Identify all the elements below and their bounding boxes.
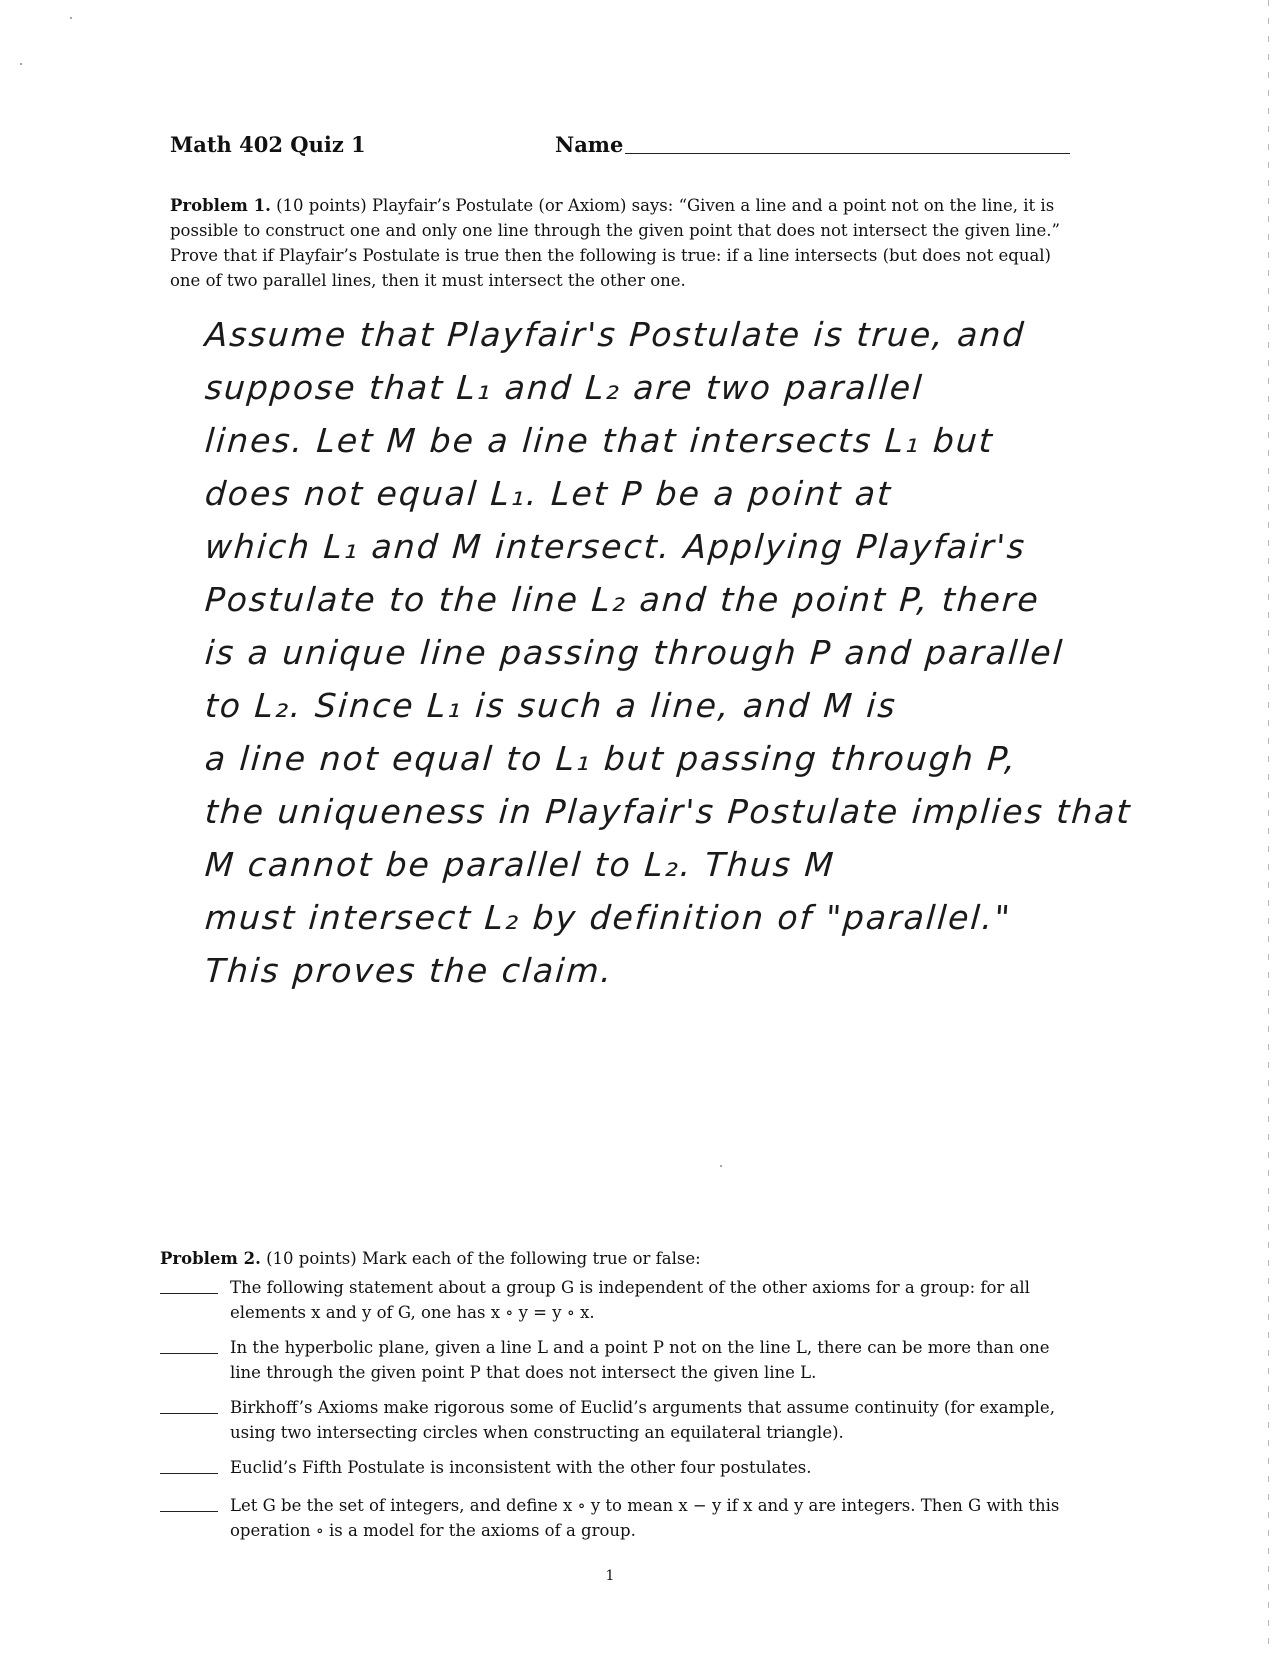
- scan-dust-dot: [720, 1165, 722, 1167]
- answer-line: suppose that L₁ and L₂ are two parallel: [203, 368, 925, 407]
- scan-dust-dot: [70, 17, 72, 19]
- true-false-list: [160, 1275, 1080, 1553]
- true-false-item: [160, 1493, 1080, 1553]
- answer-blank[interactable]: [160, 1293, 218, 1294]
- page-number: 1: [605, 1568, 615, 1584]
- answer-line: Postulate to the line L₂ and the point P, there: [203, 580, 1042, 619]
- true-false-statement: Birkhoff’s Axioms make rigorous some of Euclid’s arguments that assume continuity (for example, using two intersecting circles when constructing an equilateral triangle).: [230, 1398, 1055, 1442]
- problem-1-label: Problem 1.: [170, 196, 271, 215]
- true-false-statement: Let G be the set of integers, and define x ∘ y to mean x − y if x and y are integers. Then G with this operation ∘ is a model for the axioms of a group.: [230, 1496, 1060, 1540]
- answer-line: lines. Let M be a line that intersects L₁ but: [203, 421, 996, 460]
- true-false-item: [160, 1455, 1080, 1493]
- answer-line: does not equal L₁. Let P be a point at: [203, 474, 894, 513]
- quiz-header: [170, 132, 1070, 162]
- handwritten-answer: [205, 308, 1165, 997]
- answer-line: a line not equal to L₁ but passing through P,: [203, 739, 1019, 778]
- true-false-statement: The following statement about a group G is independent of the other axioms for a group: for all elements x and y of G, one has x ∘ y = y ∘ x.: [230, 1278, 1030, 1322]
- true-false-item: [160, 1395, 1080, 1455]
- problem-2-statement: [160, 1247, 1080, 1271]
- problem-1-text: (10 points) Playfair’s Postulate (or Axiom) says: “Given a line and a point not on the line, it is possible to construct one and only one line through the given point that does not intersect the given line.” Prove that if Playfair’s Postulate is true then the following is true: if a line intersects (but does not equal) one of two parallel lines, then it must intersect the other one.: [170, 196, 1060, 290]
- answer-blank[interactable]: [160, 1511, 218, 1512]
- answer-line: This proves the claim.: [203, 951, 615, 990]
- answer-line: must intersect L₂ by definition of "parallel.": [203, 898, 1013, 937]
- answer-line: to L₂. Since L₁ is such a line, and M is: [203, 686, 899, 725]
- answer-line: which L₁ and M intersect. Applying Playfair's: [203, 527, 1028, 566]
- problem-2-text: (10 points) Mark each of the following true or false:: [266, 1249, 701, 1268]
- quiz-title: Math 402 Quiz 1: [170, 132, 366, 157]
- answer-line: is a unique line passing through P and parallel: [203, 633, 1066, 672]
- answer-blank[interactable]: [160, 1353, 218, 1354]
- problem-2-label: Problem 2.: [160, 1249, 261, 1268]
- true-false-statement: Euclid’s Fifth Postulate is inconsistent with the other four postulates.: [230, 1458, 812, 1477]
- answer-line: Assume that Playfair's Postulate is true, and: [203, 315, 1027, 354]
- true-false-statement: In the hyperbolic plane, given a line L and a point P not on the line L, there can be more than one line through the given point P that does not intersect the given line L.: [230, 1338, 1050, 1382]
- problem-1-statement: [170, 193, 1070, 293]
- name-label: Name: [555, 132, 624, 157]
- answer-line: M cannot be parallel to L₂. Thus M: [203, 845, 837, 884]
- answer-line: the uniqueness in Playfair's Postulate implies that: [203, 792, 1133, 831]
- scan-edge-artifact: [1268, 0, 1269, 1656]
- true-false-item: [160, 1335, 1080, 1395]
- true-false-item: [160, 1275, 1080, 1335]
- answer-blank[interactable]: [160, 1413, 218, 1414]
- name-field-line: [625, 153, 1070, 154]
- answer-blank[interactable]: [160, 1473, 218, 1474]
- scan-dust-dot: [20, 63, 22, 65]
